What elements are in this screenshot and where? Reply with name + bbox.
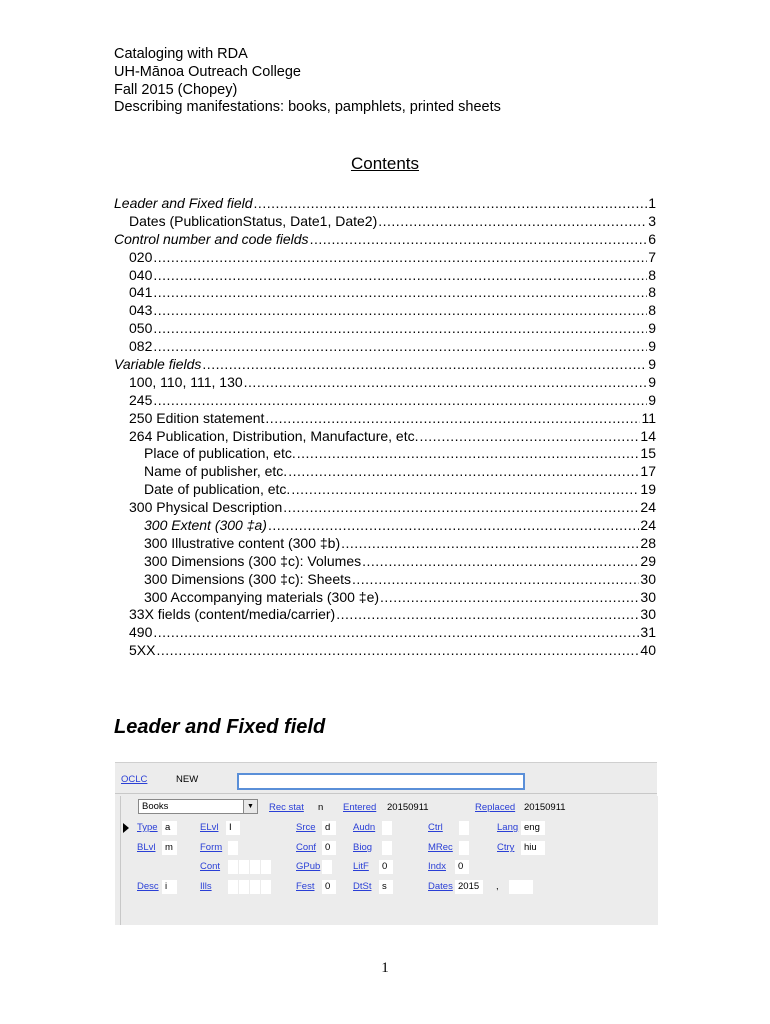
toc-leader-dots	[310, 231, 648, 249]
toc-entry[interactable]	[114, 445, 656, 463]
biog-label[interactable]: Biog	[353, 842, 373, 853]
toc-entry[interactable]	[114, 642, 656, 660]
toc-entry[interactable]	[114, 553, 656, 571]
header-term: Fall 2015 (Chopey)	[114, 81, 238, 98]
audn-label[interactable]: Audn	[353, 822, 376, 833]
toc-entry-page: 6	[648, 230, 656, 247]
cont-field-1[interactable]	[228, 860, 238, 874]
toc-entry-label: 043	[129, 302, 153, 319]
type-label[interactable]: Type	[137, 822, 158, 833]
toc-entry-label: 250 Edition statement	[129, 409, 265, 426]
oclc-fixed-field-screenshot	[115, 762, 657, 925]
toc-entry[interactable]	[114, 231, 656, 249]
cont-field-2[interactable]	[239, 860, 249, 874]
entered-value: 20150911	[387, 802, 429, 813]
toc-leader-dots	[153, 624, 639, 642]
toc-leader-dots	[336, 606, 639, 624]
toc-entry-label: 264 Publication, Distribution, Manufacture, etc.	[129, 427, 419, 444]
toc-leader-dots	[153, 267, 647, 285]
toc-entry-label: Dates (PublicationStatus, Date1, Date2)	[129, 212, 378, 229]
toc-entry-label: 245	[129, 391, 153, 408]
table-of-contents	[114, 195, 656, 660]
toc-entry-label: 300 Dimensions (300 ‡c): Sheets	[144, 570, 351, 587]
toc-entry[interactable]	[114, 267, 656, 285]
toc-entry-label: Control number and code fields	[114, 230, 309, 247]
rec-stat-value: n	[318, 802, 324, 813]
ills-field-1[interactable]	[228, 880, 238, 894]
toc-entry-label: 300 Physical Description	[129, 499, 283, 516]
lang-label[interactable]: Lang	[497, 822, 519, 833]
current-row-pointer-icon	[123, 823, 129, 833]
toc-entry[interactable]	[114, 392, 656, 410]
ills-field-4[interactable]	[261, 880, 271, 894]
form-field[interactable]	[228, 841, 238, 855]
format-select[interactable]	[138, 799, 258, 814]
toc-entry-label: 490	[129, 624, 153, 641]
header-topic: Describing manifestations: books, pamphlets, printed sheets	[114, 99, 501, 116]
toc-entry[interactable]	[114, 428, 656, 446]
toc-entry-label: Place of publication, etc.	[144, 445, 296, 462]
litf-field[interactable]: 0	[379, 860, 393, 874]
lang-field[interactable]: eng	[521, 821, 545, 835]
dtst-field[interactable]: s	[379, 880, 393, 894]
toc-entry-label: 040	[129, 266, 153, 283]
toc-leader-dots	[420, 428, 640, 446]
replaced-value: 20150911	[524, 802, 566, 813]
cont-field-4[interactable]	[261, 860, 271, 874]
toc-entry[interactable]	[114, 302, 656, 320]
mrec-label[interactable]: MRec	[428, 842, 453, 853]
desc-label[interactable]: Desc	[137, 881, 159, 892]
format-select-value: Books	[142, 801, 169, 812]
blvl-field[interactable]: m	[162, 841, 177, 855]
toc-entry-label: 300 Accompanying materials (300 ‡e)	[144, 588, 380, 605]
toc-entry-label: 300 Dimensions (300 ‡c): Volumes	[144, 552, 362, 569]
toc-leader-dots	[362, 553, 639, 571]
toc-entry[interactable]	[114, 410, 656, 428]
toc-entry-label: 300 Illustrative content (300 ‡b)	[144, 534, 341, 551]
divider	[115, 793, 657, 794]
mrec-field[interactable]	[459, 841, 469, 855]
toc-entry[interactable]	[114, 571, 656, 589]
gpub-label[interactable]: GPub	[296, 861, 321, 872]
toc-entry-page: 30	[640, 588, 656, 605]
oclc-top-bar	[115, 767, 657, 793]
toc-entry[interactable]	[114, 535, 656, 553]
toc-entry-page: 11	[641, 409, 656, 426]
toc-leader-dots	[297, 445, 640, 463]
toc-entry-page: 28	[640, 534, 656, 551]
toc-entry[interactable]	[114, 249, 656, 267]
desc-field[interactable]: i	[162, 880, 177, 894]
toc-leader-dots	[153, 392, 647, 410]
toc-leader-dots	[352, 571, 639, 589]
toc-leader-dots	[153, 338, 647, 356]
toc-entry-label: 050	[129, 320, 153, 337]
toc-leader-dots	[378, 213, 647, 231]
toc-leader-dots	[202, 356, 647, 374]
section-heading: Leader and Fixed field	[114, 716, 326, 738]
toc-leader-dots	[265, 410, 640, 428]
toc-entry-page: 9	[648, 338, 656, 355]
toc-entry-page: 9	[648, 373, 656, 390]
indx-field[interactable]: 0	[455, 860, 469, 874]
toc-entry[interactable]	[114, 284, 656, 302]
ctrl-field[interactable]	[459, 821, 469, 835]
toc-entry-page: 31	[640, 624, 656, 641]
fest-label[interactable]: Fest	[296, 881, 315, 892]
ctry-field[interactable]: hiu	[521, 841, 545, 855]
gpub-field[interactable]	[322, 860, 332, 874]
toc-entry-label: 041	[129, 284, 153, 301]
toc-entry[interactable]	[114, 499, 656, 517]
toc-leader-dots	[283, 499, 639, 517]
ills-field-3[interactable]	[250, 880, 260, 894]
toc-entry[interactable]	[114, 213, 656, 231]
toc-entry[interactable]	[114, 374, 656, 392]
form-label[interactable]: Form	[200, 842, 223, 853]
toc-leader-dots	[291, 481, 639, 499]
oclc-link[interactable]: OCLC	[121, 774, 148, 785]
toc-leader-dots	[268, 517, 639, 535]
toc-entry[interactable]	[114, 338, 656, 356]
oclc-number-value: NEW	[176, 774, 199, 785]
toc-entry-label: 33X fields (content/media/carrier)	[129, 606, 336, 623]
ills-label[interactable]: Ills	[200, 881, 212, 892]
toc-entry-page: 40	[640, 642, 656, 659]
blvl-label[interactable]: BLvl	[137, 842, 156, 853]
conf-field[interactable]: 0	[322, 841, 336, 855]
date1-field[interactable]: 2015	[455, 880, 483, 894]
toc-entry-page: 24	[640, 499, 656, 516]
dtst-label[interactable]: DtSt	[353, 881, 372, 892]
dates-label[interactable]: Dates	[428, 881, 453, 892]
cont-label[interactable]: Cont	[200, 861, 221, 872]
toc-leader-dots	[153, 249, 647, 267]
toc-entry-page: 14	[640, 427, 656, 444]
toc-entry[interactable]	[114, 589, 656, 607]
entered-label[interactable]: Entered	[343, 802, 377, 813]
toc-entry-page: 1	[648, 195, 656, 211]
toc-leader-dots	[153, 302, 647, 320]
toc-entry[interactable]	[114, 481, 656, 499]
toc-entry-label: 020	[129, 248, 153, 265]
header-course-title: Cataloging with RDA	[114, 46, 248, 62]
command-input[interactable]	[237, 773, 525, 790]
litf-label[interactable]: LitF	[353, 861, 369, 872]
toc-entry-page: 8	[648, 284, 656, 301]
dates-separator: ,	[496, 881, 499, 892]
date2-field[interactable]	[509, 880, 533, 894]
biog-field[interactable]	[382, 841, 392, 855]
page-number: 1	[381, 960, 389, 976]
toc-entry-page: 24	[640, 517, 656, 534]
toc-entry[interactable]	[114, 356, 656, 374]
toc-entry-page: 30	[640, 606, 656, 623]
toc-entry-label: Date of publication, etc.	[144, 481, 291, 498]
document-header	[114, 46, 501, 117]
conf-label[interactable]: Conf	[296, 842, 317, 853]
toc-leader-dots	[153, 284, 647, 302]
toc-entry-page: 8	[648, 266, 656, 283]
type-field[interactable]: a	[162, 821, 177, 835]
toc-leader-dots	[244, 374, 648, 392]
ctry-label[interactable]: Ctry	[497, 842, 515, 853]
toc-entry[interactable]	[114, 195, 656, 213]
elvl-field[interactable]: I	[226, 821, 240, 835]
ills-field-2[interactable]	[239, 880, 249, 894]
rec-stat-label[interactable]: Rec stat	[269, 802, 304, 813]
toc-entry-page: 29	[640, 552, 656, 569]
toc-entry[interactable]	[114, 606, 656, 624]
toc-entry-page: 15	[640, 445, 656, 462]
toc-entry-label: 082	[129, 338, 153, 355]
toc-entry[interactable]	[114, 320, 656, 338]
fest-field[interactable]: 0	[322, 880, 336, 894]
toc-entry-page: 19	[640, 481, 656, 498]
toc-leader-dots	[288, 463, 639, 481]
toc-leader-dots	[153, 320, 647, 338]
toc-entry[interactable]	[114, 463, 656, 481]
toc-entry-page: 3	[648, 212, 656, 229]
toc-entry-label: Leader and Fixed field	[114, 195, 253, 211]
toc-entry-page: 30	[640, 570, 656, 587]
header-institution: UH-Mānoa Outreach College	[114, 63, 301, 80]
toc-entry-label: 300 Extent (300 ‡a)	[144, 517, 267, 534]
cont-field-3[interactable]	[250, 860, 260, 874]
elvl-label[interactable]: ELvl	[200, 822, 219, 833]
audn-field[interactable]	[382, 821, 392, 835]
toc-entry-label: 5XX	[129, 642, 156, 659]
toc-leader-dots	[380, 589, 639, 607]
toc-entry-page: 9	[648, 320, 656, 337]
toc-leader-dots	[156, 642, 639, 660]
toc-entry-label: Variable fields	[114, 356, 202, 373]
srce-field[interactable]: d	[322, 821, 336, 835]
toc-entry-page: 8	[648, 302, 656, 319]
ctrl-label[interactable]: Ctrl	[428, 822, 443, 833]
toc-entry-page: 9	[648, 391, 656, 408]
toc-leader-dots	[341, 535, 639, 553]
toc-entry-label: 100, 110, 111, 130	[129, 373, 243, 390]
srce-label[interactable]: Srce	[296, 822, 316, 833]
toc-leader-dots	[254, 195, 648, 213]
replaced-label[interactable]: Replaced	[475, 802, 516, 813]
toc-entry-page: 7	[648, 248, 656, 265]
toc-entry-page: 9	[648, 356, 656, 373]
toc-entry-page: 17	[640, 463, 656, 480]
toc-entry[interactable]	[114, 624, 656, 642]
indx-label[interactable]: Indx	[428, 861, 446, 872]
toc-entry-label: Name of publisher, etc.	[144, 463, 288, 480]
contents-title: Contents	[350, 154, 420, 173]
chevron-down-icon[interactable]: ▼	[243, 800, 257, 813]
toc-entry[interactable]	[114, 517, 656, 535]
